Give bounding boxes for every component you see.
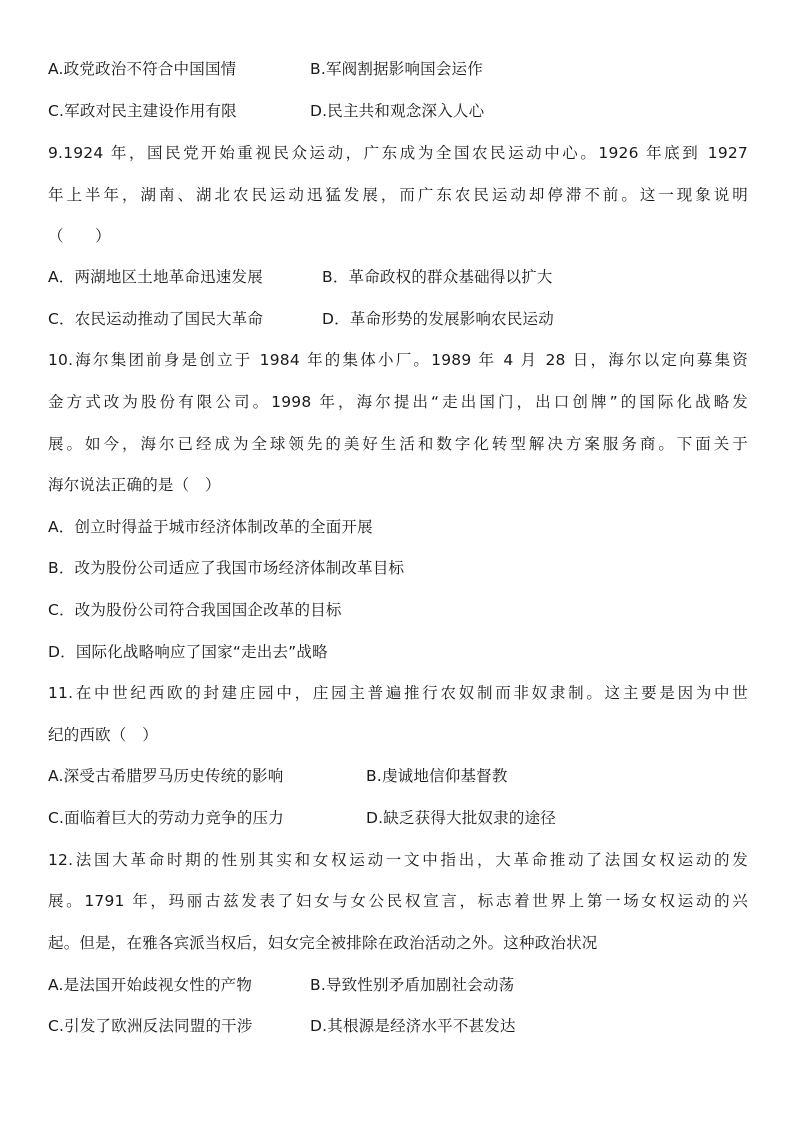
q8-option-b: B.军阀割据影响国会运作: [310, 60, 483, 78]
q12-option-d: D.其根源是经济水平不甚发达: [310, 1017, 516, 1035]
q11-option-b: B.虔诚地信仰基督教: [366, 767, 508, 785]
q10-option-d: D．国际化战略响应了国家“走出去”战略: [48, 643, 328, 661]
q10-stem-line-1: 10.海尔集团前身是创立于 1984 年的集体小厂。1989 年 4 月 28 日，海尔以定向募集资: [48, 351, 748, 369]
q10-option-b: B．改为股份公司适应了我国市场经济体制改革目标: [48, 559, 405, 577]
q11-stem-line-2: 纪的西欧（ ）: [48, 726, 158, 744]
q10-option-c: C．改为股份公司符合我国国企改革的目标: [48, 601, 342, 619]
q9-option-c: C．农民运动推动了国民大革命: [48, 310, 264, 328]
q12-stem-line-2: 展。1791 年，玛丽古兹发表了妇女与女公民权宣言，标志着世界上第一场女权运动的兴: [48, 892, 748, 910]
q9-option-a: A．两湖地区土地革命迅速发展: [48, 268, 263, 286]
q12-option-a: A.是法国开始歧视女性的产物: [48, 976, 253, 994]
q10-option-a: A．创立时得益于城市经济体制改革的全面开展: [48, 518, 373, 536]
q9-stem-line-2: 年上半年，湖南、湖北农民运动迅猛发展，而广东农民运动却停滞不前。这一现象说明: [48, 186, 748, 204]
q8-option-a: A.政党政治不符合中国国情: [48, 60, 237, 78]
q8-option-c: C.军政对民主建设作用有限: [48, 102, 237, 120]
q9-option-d: D．革命形势的发展影响农民运动: [322, 310, 554, 328]
q8-option-d: D.民主共和观念深入人心: [310, 102, 485, 120]
q12-option-c: C.引发了欧洲反法同盟的干涉: [48, 1017, 253, 1035]
q11-stem-line-1: 11.在中世纪西欧的封建庄园中，庄园主普遍推行农奴制而非奴隶制。这主要是因为中世: [48, 684, 748, 702]
q10-stem-line-4: 海尔说法正确的是（ ）: [48, 476, 221, 494]
q12-option-b: B.导致性别矛盾加剧社会动荡: [310, 976, 515, 994]
q9-stem-line-3: （ ）: [48, 227, 111, 245]
q12-stem-line-3: 起。但是，在雅各宾派当权后，妇女完全被排除在政治活动之外。这种政治状况: [48, 934, 598, 952]
q10-stem-line-2: 金方式改为股份有限公司。1998 年，海尔提出“走出国门，出口创牌”的国际化战略发: [48, 393, 748, 411]
q11-option-d: D.缺乏获得大批奴隶的途径: [366, 809, 556, 827]
q9-stem-line-1: 9.1924 年，国民党开始重视民众运动，广东成为全国农民运动中心。1926 年底到 1927: [48, 144, 748, 162]
q11-option-a: A.深受古希腊罗马历史传统的影响: [48, 767, 284, 785]
q12-stem-line-1: 12.法国大革命时期的性别其实和女权运动一文中指出，大革命推动了法国女权运动的发: [48, 851, 748, 869]
q11-option-c: C.面临着巨大的劳动力竞争的压力: [48, 809, 284, 827]
q9-option-b: B．革命政权的群众基础得以扩大: [322, 268, 553, 286]
q10-stem-line-3: 展。如今，海尔已经成为全球领先的美好生活和数字化转型解决方案服务商。下面关于: [48, 435, 748, 453]
